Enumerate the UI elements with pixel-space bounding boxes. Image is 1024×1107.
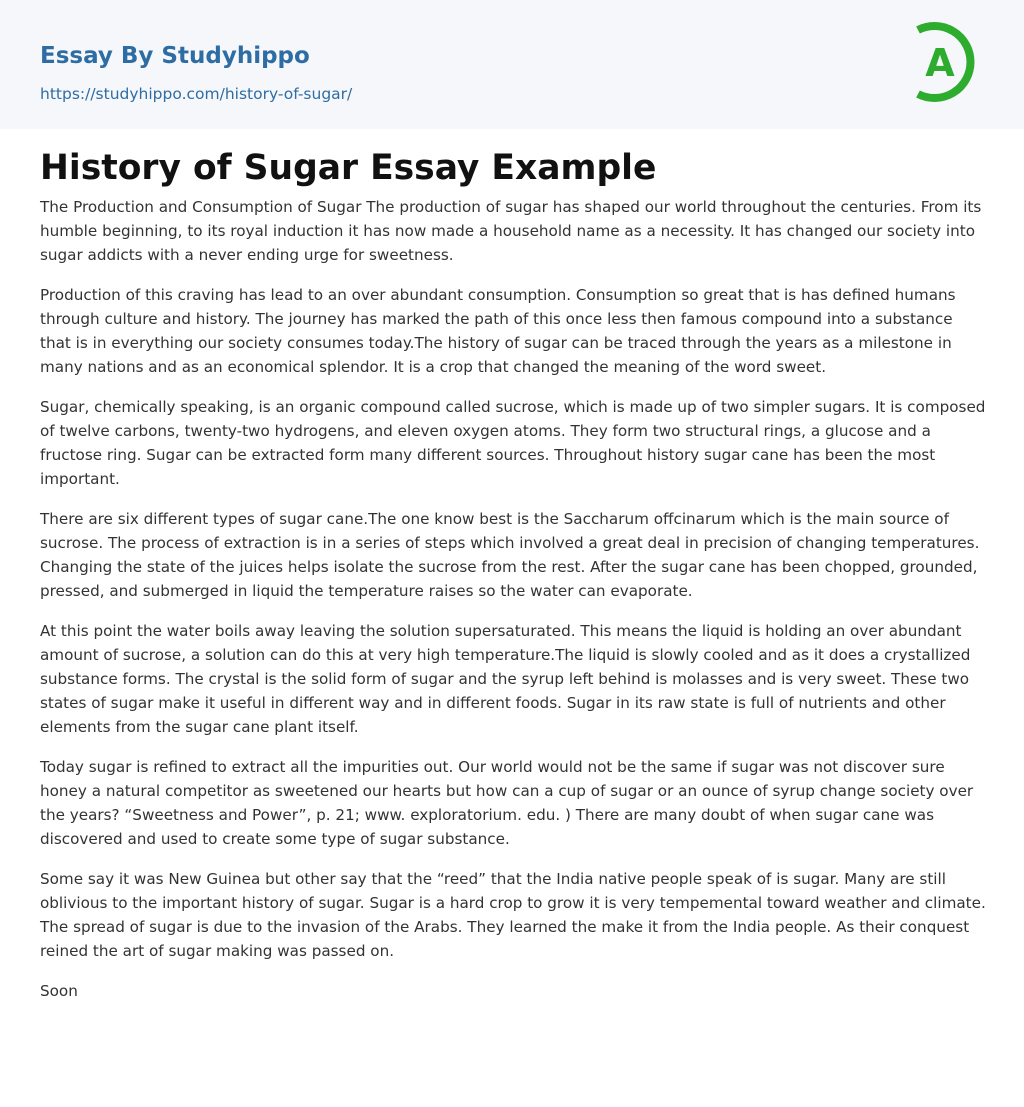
essay-paragraph: Some say it was New Guinea but other say that the “reed” that the India native people speak of is sugar. Many are still oblivious to the important history of sugar. Sugar is a hard crop to grow it is very tempemental toward weather and climate. The spread of sugar is due to the invasion of the Arabs. They learned the make it from the India people. As their conquest reined the art of sugar making was passed on. <box>40 870 986 960</box>
page-url-link[interactable]: https://studyhippo.com/history-of-sugar/ <box>40 85 353 103</box>
essay-paragraph: There are six different types of sugar cane.The one know best is the Saccharum offcinarum which is the main source of sucrose. The process of extraction is in a series of steps which involved a great deal in precision of changing temperatures. Changing the state of the juices helps isolate the sucrose from the rest. After the sugar cane has been chopped, grounded, pressed, and submerged in liquid the temperature raises so the water can evaporate. <box>40 510 980 600</box>
page-title: History of Sugar Essay Example <box>40 148 657 188</box>
logo-letter: A <box>925 41 955 85</box>
site-header <box>0 0 1024 129</box>
essay-paragraph: Production of this craving has lead to an over abundant consumption. Consumption so great that is has defined humans through culture and history. The journey has marked the path of this once less then famous compound into a substance that is in everything our society consumes today.The history of sugar can be traced through the years as a milestone in many nations and as an economical splendor. It is a crop that changed the meaning of the word sweet. <box>40 286 956 376</box>
article <box>40 145 986 1019</box>
essay-paragraph: Soon <box>40 982 78 1000</box>
essay-paragraph: The Production and Consumption of Sugar The production of sugar has shaped our world throughout the centuries. From its humble beginning, to its royal induction it has now made a household name as a necessity. It has changed our society into sugar addicts with a never ending urge for sweetness. <box>40 198 982 264</box>
essay-paragraph: Sugar, chemically speaking, is an organic compound called sucrose, which is made up of two simpler sugars. It is composed of twelve carbons, twenty-two hydrogens, and eleven oxygen atoms. They form two structural rings, a glucose and a fructose ring. Sugar can be extracted form many different sources. Throughout history sugar cane has been the most important. <box>40 398 986 488</box>
essay-body <box>40 195 986 1003</box>
site-title[interactable]: Essay By Studyhippo <box>40 43 310 69</box>
essay-paragraph: At this point the water boils away leaving the solution supersaturated. This means the liquid is holding an over abundant amount of sucrose, a solution can do this at very high temperature.The liquid is slowly cooled and as it does a crystallized substance forms. The crystal is the solid form of sugar and the syrup left behind is molasses and is very sweet. These two states of sugar make it useful in different way and in different foods. Sugar in its raw state is full of nutrients and other elements from the sugar cane plant itself. <box>40 622 971 736</box>
essay-paragraph: Today sugar is refined to extract all the impurities out. Our world would not be the same if sugar was not discover sure honey a natural competitor as sweetened our hearts but how can a cup of sugar or an ounce of syrup change society over the years? “Sweetness and Power”, p. 21; www. exploratorium. edu. ) There are many doubt of when sugar cane was discovered and used to create some type of sugar substance. <box>40 758 974 848</box>
studyhippo-logo-icon[interactable] <box>910 18 988 106</box>
